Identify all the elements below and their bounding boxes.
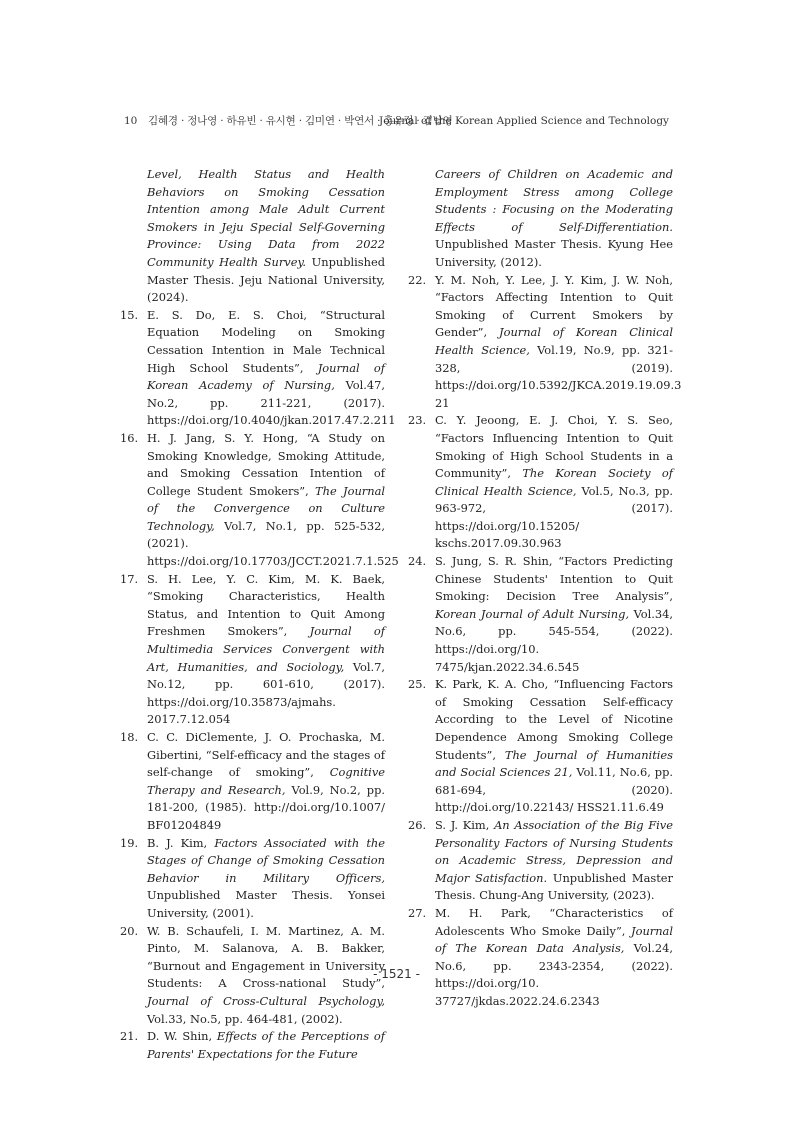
- reference-entry: [120, 835, 385, 923]
- reference-authors-title: D. W. Shin,: [147, 1029, 217, 1044]
- reference-number: 25.: [408, 677, 427, 692]
- reference-number: 24.: [408, 554, 427, 569]
- reference-journal: Journal of The Korean Data Analysis,: [435, 923, 673, 956]
- reference-journal: An Association of the Big Five Personality Factors of Nursing Students on Academic Stress, Depression and Major Satisfaction.: [435, 817, 673, 885]
- reference-number: 27.: [408, 905, 427, 920]
- reference-title: Careers of Children on Academic and Employment Stress among College Students : Focusing on the Moderating Effects of Self-Differentiation.: [435, 167, 673, 234]
- reference-journal: The Journal of the Convergence on Culture Technology,: [147, 483, 385, 533]
- reference-column-right: [408, 166, 682, 1011]
- reference-authors-title: K. Park, K. A. Cho, “Influencing Factors of Smoking Cessation Self-efficacy According to the Level of Nicotine Dependence Among Smoking College Students”,: [435, 677, 673, 762]
- reference-entry: [120, 571, 385, 729]
- reference-entry: [408, 905, 673, 1011]
- reference-entry: [408, 676, 673, 817]
- reference-details: Vol.7, No.12, pp. 601-610, (2017). https://doi.org/10.35873/ajmahs. 2017.7.12.054: [147, 659, 386, 727]
- reference-number: 21.: [120, 1029, 139, 1044]
- reference-details: Vol.47, No.2, pp. 211-221, (2017). https://doi.org/10.4040/jkan.2017.47.2.211: [147, 378, 396, 428]
- reference-number: 22.: [408, 272, 427, 287]
- reference-journal: Cognitive Therapy and Research,: [147, 765, 385, 797]
- reference-title: Level, Health Status and Health Behaviors on Smoking Cessation Intention among Male Adult Current Smokers in Jeju Special Self-Governing Province: Using Data from 2022 Community Health Survey.: [147, 167, 385, 269]
- reference-source: Unpublished Master Thesis. Jeju National University, (2024).: [147, 254, 385, 305]
- reference-details: Vol.34, No.6, pp. 545-554, (2022). https://doi.org/10. 7475/kjan.2022.34.6.545: [435, 606, 673, 674]
- reference-authors-title: S. H. Lee, Y. C. Kim, M. K. Baek, “Smoking Characteristics, Health Status, and Intention to Quit Among Freshmen Smokers”,: [147, 571, 385, 639]
- reference-authors-title: S. Jung, S. R. Shin, “Factors Predicting Chinese Students' Intention to Quit Smoking: Decision Tree Analysis”,: [435, 554, 673, 604]
- reference-continuation: [408, 166, 673, 272]
- reference-journal: Journal of Korean Clinical Health Science,: [435, 325, 673, 357]
- reference-details: Vol.33, No.5, pp. 464-481, (2002).: [147, 1011, 343, 1026]
- reference-number: 20.: [120, 923, 139, 938]
- reference-authors-title: C. C. DiClemente, J. O. Prochaska, M. Gibertini, “Self-efficacy and the stages of self-change of smoking”,: [147, 730, 385, 780]
- reference-number: 19.: [120, 835, 139, 850]
- reference-authors-title: B. J. Kim,: [147, 835, 215, 850]
- reference-journal: Effects of the Perceptions of Parents' Expectations for the Future: [147, 1029, 385, 1061]
- reference-number: 15.: [120, 307, 139, 322]
- reference-entry: [408, 412, 673, 553]
- reference-authors-title: C. Y. Jeoong, E. J. Choi, Y. S. Seo, “Factors Influencing Intention to Quit Smoking of High School Students in a Community”,: [435, 413, 673, 481]
- reference-number: 17.: [120, 571, 139, 586]
- page-footer: - 1521 -: [373, 967, 420, 981]
- reference-journal: Journal of Korean Academy of Nursing,: [147, 360, 385, 393]
- reference-entry: [120, 1028, 385, 1063]
- running-header: [124, 113, 669, 129]
- reference-continuation: [120, 166, 385, 307]
- header-page-number: 10: [124, 115, 138, 127]
- reference-entry: [408, 553, 673, 676]
- reference-list-right: [408, 272, 682, 1011]
- reference-authors-title: W. B. Schaufeli, I. M. Martinez, A. M. Pinto, M. Salanova, A. B. Bakker, “Burnout and Engagement in University Students: A Cross-national Study”,: [147, 923, 385, 991]
- header-authors: 김혜경 · 정나영 · 하유빈 · 유시현 · 김미연 · 박연서 · 홍유정 · 김남영: [148, 115, 453, 127]
- reference-details: Vol.24, No.6, pp. 2343-2354, (2022). https://doi.org/10. 37727/jkdas.2022.24.6.2343: [435, 941, 673, 1008]
- reference-authors-title: Y. M. Noh, Y. Lee, J. Y. Kim, J. W. Noh, “Factors Affecting Intention to Quit Smoking of Current Smokers by Gender”,: [435, 272, 673, 340]
- reference-number: 18.: [120, 730, 139, 744]
- reference-details: Unpublished Master Thesis. Yonsei University, (2001).: [147, 888, 385, 920]
- reference-source: Unpublished Master Thesis. Kyung Hee University, (2012).: [435, 237, 673, 269]
- reference-journal: Factors Associated with the Stages of Change of Smoking Cessation Behavior in Military Officers,: [147, 835, 385, 885]
- header-journal-title: Journal of the Korean Applied Science and Technology: [379, 115, 669, 127]
- reference-entry: [408, 817, 673, 905]
- reference-number: 26.: [408, 817, 427, 832]
- reference-authors-title: H. J. Jang, S. Y. Hong, “A Study on Smoking Knowledge, Smoking Attitude, and Smoking Cessation Intention of College Student Smokers”,: [147, 430, 385, 498]
- reference-authors-title: S. J. Kim,: [435, 817, 495, 832]
- reference-entry: [408, 272, 682, 413]
- reference-details: Vol.7, No.1, pp. 525-532, (2021). https://doi.org/10.17703/JCCT.2021.7.1.525: [147, 518, 399, 569]
- reference-journal: Journal of Multimedia Services Convergent with Art, Humanities, and Sociology,: [147, 624, 386, 674]
- reference-details: Vol.5, No.3, pp. 963-972, (2017). https://doi.org/10.15205/ kschs.2017.09.30.963: [435, 483, 673, 551]
- reference-journal: The Korean Society of Clinical Health Science,: [435, 466, 673, 498]
- reference-details: Vol.11, No.6, pp. 681-694, (2020). http://doi.org/10.22143/ HSS21.11.6.49: [435, 765, 673, 815]
- reference-details: Unpublished Master Thesis. Chung-Ang University, (2023).: [435, 870, 673, 903]
- reference-journal: Korean Journal of Adult Nursing,: [435, 606, 630, 621]
- reference-number: 23.: [408, 413, 427, 428]
- reference-journal: Journal of Cross-Cultural Psychology,: [147, 993, 385, 1008]
- reference-details: Vol.9, No.2, pp. 181-200, (1985). http://doi.org/10.1007/ BF01204849: [147, 782, 385, 832]
- reference-entry: [120, 430, 399, 571]
- reference-number: 16.: [120, 430, 139, 445]
- reference-entry: [120, 307, 396, 430]
- reference-journal: The Journal of Humanities and Social Sciences 21,: [435, 747, 673, 780]
- reference-details: Vol.19, No.9, pp. 321-328, (2019). https://doi.org/10.5392/JKCA.2019.19.09.3 21: [435, 342, 682, 410]
- reference-entry: [120, 729, 385, 835]
- reference-authors-title: E. S. Do, E. S. Choi, “Structural Equation Modeling on Smoking Cessation Intention in Male Technical High School Students”,: [147, 307, 385, 375]
- reference-authors-title: M. H. Park, “Characteristics of Adolescents Who Smoke Daily”,: [435, 905, 673, 938]
